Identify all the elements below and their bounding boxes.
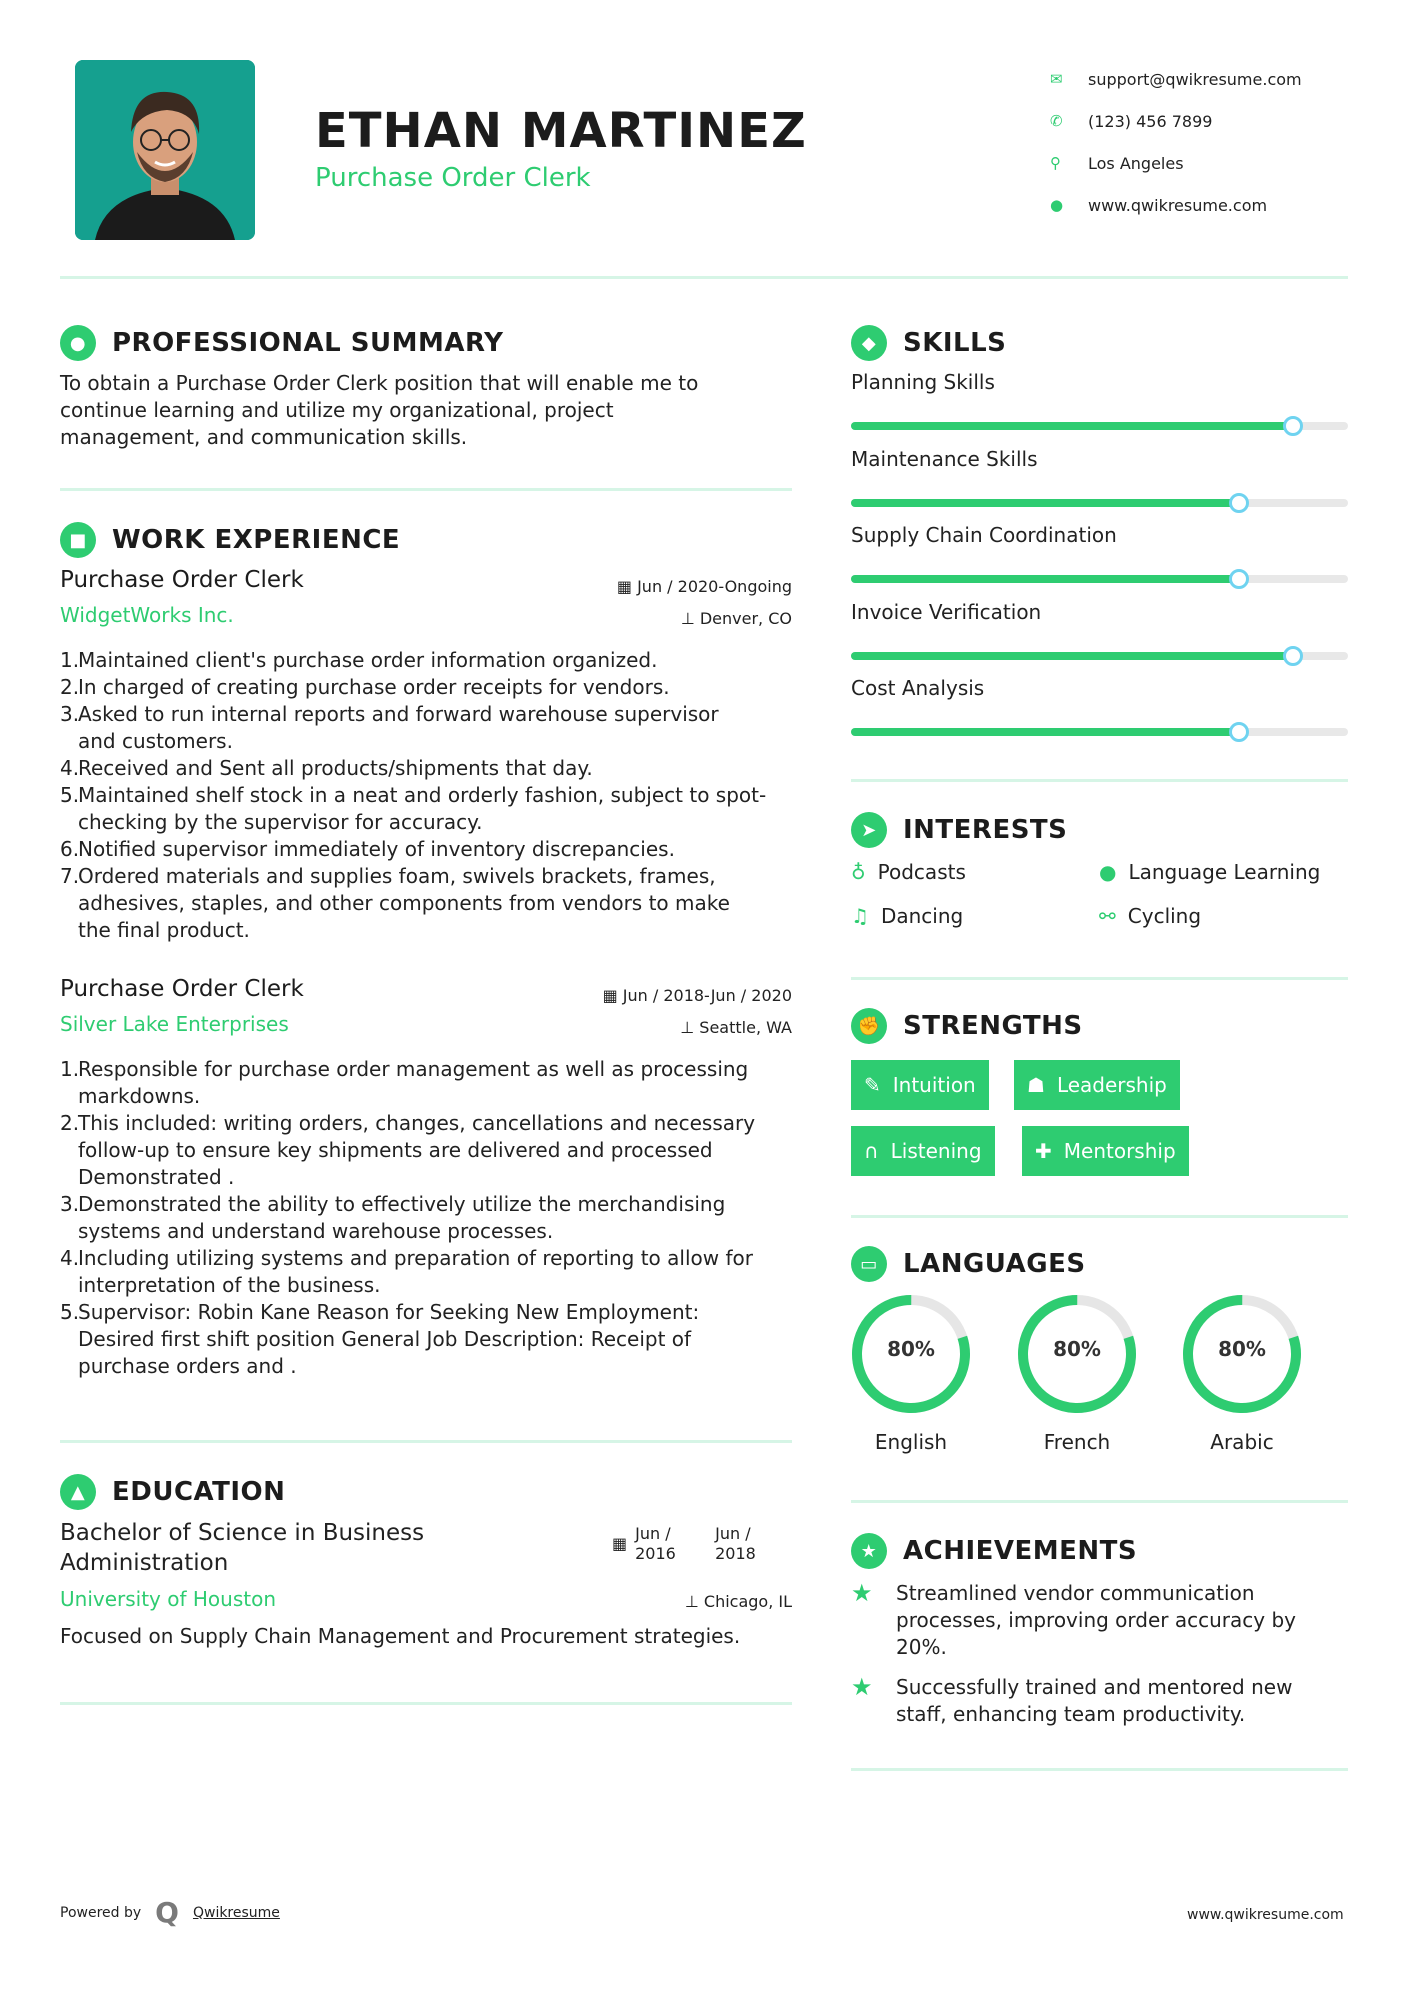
interest-item: ♁ Podcasts	[851, 860, 966, 884]
skill-label: Cost Analysis	[851, 676, 985, 700]
skill-label: Invoice Verification	[851, 599, 1042, 624]
languages-heading: ▭ LANGUAGES	[851, 1246, 1086, 1282]
paper-plane-icon: ➤	[851, 812, 887, 848]
list-item: 4. Received and Sent all products/shipments that day.	[60, 756, 593, 780]
company-name: Silver Lake Enterprises	[60, 1012, 289, 1036]
list-item: 1. Responsible for purchase order management as well as processing markdowns.	[60, 1057, 749, 1108]
responsibility-list	[60, 1056, 792, 1380]
strength-tag: ✚ Mentorship	[1022, 1126, 1189, 1176]
achievement-item: ★ Successfully trained and mentored new staff, enhancing team productivity.	[851, 1673, 1293, 1726]
skill-bar	[851, 728, 1348, 736]
job-entry	[60, 567, 792, 944]
lightbulb-icon: ◆	[851, 325, 887, 361]
list-item: 7. Ordered materials and supplies foam, swivels brackets, frames, adhesives, staples, and other components from vendors to make the final product.	[60, 864, 730, 942]
list-item: 5. Supervisor: Robin Kane Reason for Seeking New Employment: Desired first shift position General Job Description: Receipt of purchase orders and .	[60, 1300, 700, 1378]
graduation-icon: ▲	[60, 1474, 96, 1510]
job-entry	[60, 976, 792, 1380]
job-date: ▦ Jun / 2018-Jun / 2020	[602, 986, 792, 1005]
pin-icon: ⊥	[680, 609, 700, 628]
qwikresume-logo-icon: Q	[155, 1896, 179, 1929]
globe-icon: ●	[1099, 860, 1117, 884]
education-location: ⊥ Chicago, IL	[684, 1592, 792, 1611]
skill-level-knob	[1283, 646, 1303, 666]
skill-label: Planning Skills	[851, 370, 995, 394]
skill-label: Maintenance Skills	[851, 446, 1038, 471]
magic-wand-icon: ✎	[864, 1073, 881, 1097]
language-item: 80% French	[1016, 1293, 1138, 1454]
calendar-icon: ▦	[616, 577, 638, 596]
skill-bar	[851, 422, 1348, 430]
interests-heading: ➤ INTERESTS	[851, 812, 1067, 848]
language-name: English	[874, 1430, 948, 1454]
skill-level-knob	[1229, 722, 1249, 742]
contact-list	[1050, 58, 1302, 226]
phone-icon: ✆	[1050, 112, 1063, 130]
star-icon: ★	[851, 1579, 873, 1607]
star-icon: ★	[851, 1673, 873, 1701]
education-heading: ▲ EDUCATION	[60, 1474, 285, 1510]
responsibility-list	[60, 647, 792, 944]
divider	[60, 1702, 792, 1705]
job-title: Purchase Order Clerk	[60, 567, 304, 593]
divider	[851, 1215, 1348, 1218]
music-note-icon: ♫	[851, 904, 869, 928]
skill-bar-fill	[851, 422, 1293, 430]
job-location: ⊥ Denver, CO	[680, 609, 792, 628]
skill-bar-fill	[851, 652, 1293, 660]
footer-powered-by: Powered by Q Qwikresume	[60, 1896, 280, 1929]
calendar-icon: ▦	[612, 1534, 628, 1553]
divider	[851, 1500, 1348, 1503]
footer-brand-link[interactable]: Qwikresume	[192, 1904, 280, 1921]
skill-item	[851, 370, 1348, 394]
degree-name: Bachelor of Science in Business Administration	[60, 1520, 425, 1576]
fist-icon: ✊	[851, 1008, 887, 1044]
divider	[60, 488, 792, 491]
list-item: 3. Demonstrated the ability to effectively utilize the merchandising systems and understand warehouse processes.	[60, 1192, 726, 1243]
interest-item: ♫ Dancing	[851, 904, 964, 928]
divider	[60, 1440, 792, 1443]
school-name: University of Houston	[60, 1587, 277, 1611]
skill-bar	[851, 575, 1348, 583]
contact-email[interactable]: ✉ support@qwikresume.com	[1050, 69, 1302, 89]
skill-bar-fill	[851, 728, 1239, 736]
job-location: ⊥ Seattle, WA	[680, 1018, 792, 1037]
candidate-title: Purchase Order Clerk	[315, 163, 591, 193]
language-item: 80% Arabic	[1181, 1293, 1303, 1454]
user-plus-icon: ✚	[1035, 1139, 1052, 1163]
list-item: 6. Notified supervisor immediately of inventory discrepancies.	[60, 837, 675, 861]
summary-text: To obtain a Purchase Order Clerk position that will enable me to continue learning and utilize my organizational, project management, and communication skills.	[60, 371, 699, 449]
achievement-item: ★ Streamlined vendor communication processes, improving order accuracy by 20%.	[851, 1579, 1296, 1659]
language-name: Arabic	[1210, 1430, 1274, 1454]
headphones-icon: ∩	[864, 1139, 879, 1163]
skill-level-knob	[1229, 569, 1249, 589]
briefcase-icon: ■	[60, 522, 96, 558]
list-item: 4. Including utilizing systems and preparation of reporting to allow for interpretation of the business.	[60, 1246, 753, 1297]
list-item: 1. Maintained client's purchase order information organized.	[60, 648, 658, 672]
language-card-icon: ▭	[851, 1246, 887, 1282]
contact-phone[interactable]: ✆ (123) 456 7899	[1050, 111, 1213, 131]
job-date: ▦ Jun / 2020-Ongoing	[616, 577, 792, 596]
microphone-icon: ♁	[851, 860, 866, 884]
user-icon: ●	[60, 325, 96, 361]
skill-label: Supply Chain Coordination	[851, 523, 1117, 547]
skill-level-knob	[1283, 416, 1303, 436]
contact-website[interactable]: ● www.qwikresume.com	[1050, 195, 1268, 215]
skill-bar-fill	[851, 499, 1239, 507]
users-icon: ☗	[1027, 1073, 1045, 1097]
skill-item	[851, 676, 1348, 700]
list-item: 3. Asked to run internal reports and forward warehouse supervisor and customers.	[60, 702, 719, 753]
list-item: 2. This included: writing orders, changes, cancellations and necessary follow-up to ensure key shipments are delivered and processed Demonstrated .	[60, 1111, 756, 1189]
skill-level-knob	[1229, 493, 1249, 513]
summary-heading: ● PROFESSIONAL SUMMARY	[60, 325, 503, 361]
experience-heading: ■ WORK EXPERIENCE	[60, 522, 400, 558]
skill-item	[851, 523, 1348, 547]
skill-bar-fill	[851, 575, 1239, 583]
envelope-icon: ✉	[1050, 70, 1063, 88]
skills-heading: ◆ SKILLS	[851, 325, 1006, 361]
divider	[851, 1768, 1348, 1771]
pin-icon: ⊥	[680, 1018, 700, 1037]
interest-item: ⚯ Cycling	[1099, 904, 1202, 928]
divider	[851, 779, 1348, 782]
pin-icon: ⊥	[684, 1592, 704, 1611]
language-item: 80% English	[850, 1293, 972, 1454]
header-divider	[60, 276, 1348, 279]
list-item: 2. In charged of creating purchase order receipts for vendors.	[60, 675, 670, 699]
profile-photo	[75, 60, 255, 240]
education-dates: ▦ Jun / 2016 Jun / 2018	[612, 1524, 756, 1563]
strength-tag: ✎ Intuition	[851, 1060, 989, 1110]
education-description: Focused on Supply Chain Management and Procurement strategies.	[60, 1624, 741, 1648]
calendar-icon: ▦	[602, 986, 623, 1005]
bicycle-icon: ⚯	[1099, 904, 1116, 928]
company-name: WidgetWorks Inc.	[60, 603, 234, 627]
skill-bar	[851, 652, 1348, 660]
language-name: French	[1043, 1430, 1111, 1454]
trophy-icon: ★	[851, 1533, 887, 1569]
skill-item	[851, 600, 1348, 624]
achievements-heading: ★ ACHIEVEMENTS	[851, 1533, 1137, 1569]
skill-bar	[851, 499, 1348, 507]
strength-tag: ☗ Leadership	[1014, 1060, 1180, 1110]
job-title: Purchase Order Clerk	[60, 976, 304, 1002]
strength-tag: ∩ Listening	[851, 1126, 995, 1176]
footer-url[interactable]: www.qwikresume.com	[1187, 1907, 1344, 1923]
globe-icon: ●	[1050, 196, 1064, 214]
contact-location: ⚲ Los Angeles	[1050, 153, 1184, 173]
location-pin-icon: ⚲	[1050, 154, 1061, 172]
strengths-heading: ✊ STRENGTHS	[851, 1008, 1083, 1044]
skill-item	[851, 447, 1348, 471]
candidate-name: ETHAN MARTINEZ	[315, 103, 807, 159]
interest-item: ● Language Learning	[1099, 860, 1321, 884]
list-item: 5. Maintained shelf stock in a neat and orderly fashion, subject to spot- checking by the supervisor for accuracy.	[60, 783, 767, 834]
divider	[851, 977, 1348, 980]
